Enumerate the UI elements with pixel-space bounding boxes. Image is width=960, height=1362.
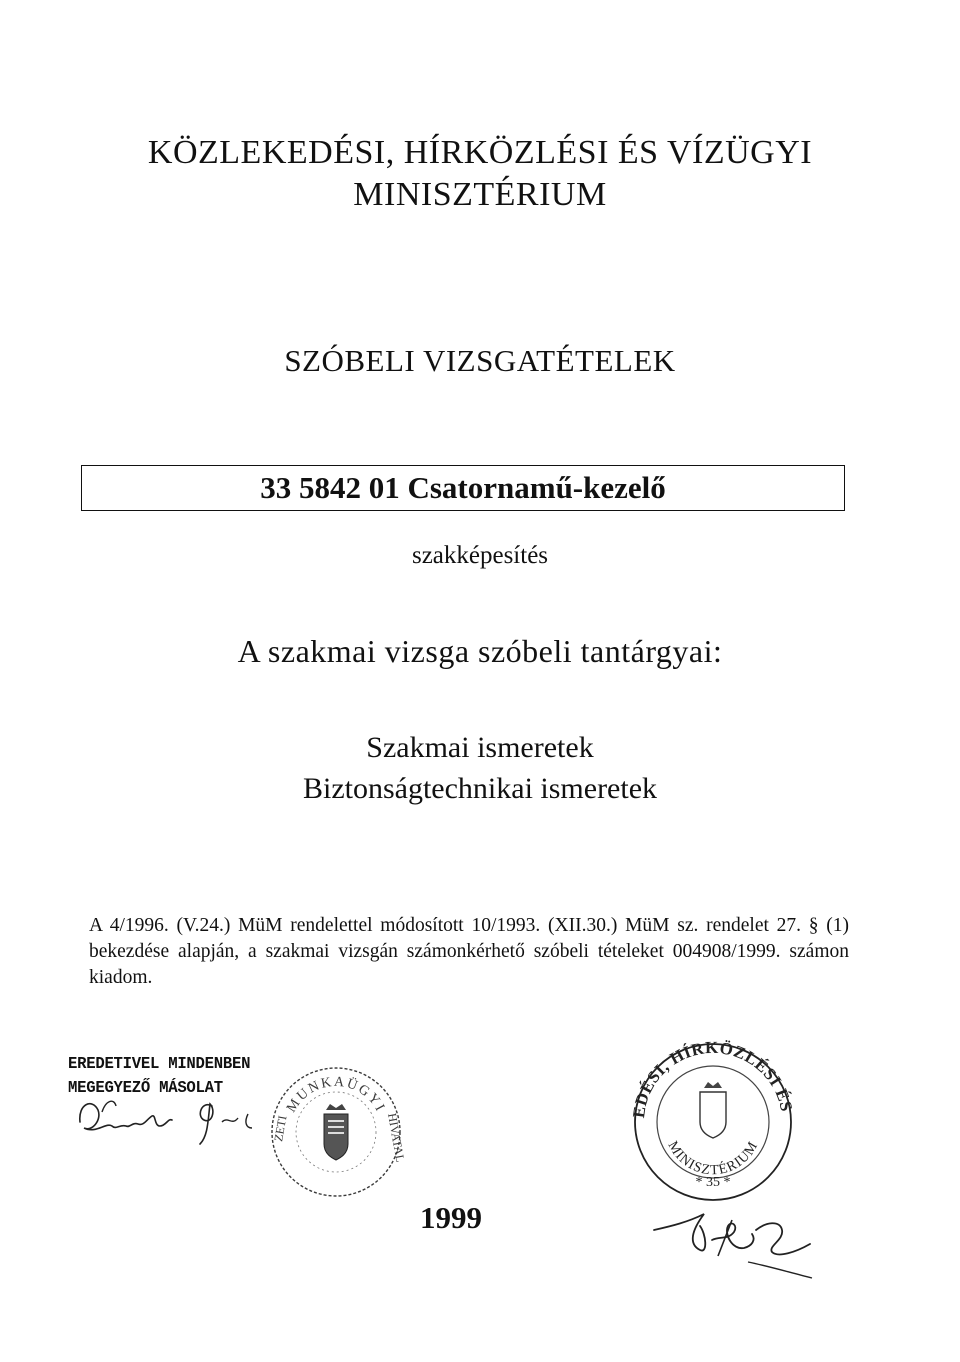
coat-of-arms-icon xyxy=(700,1082,726,1138)
stamp-right xyxy=(621,1025,798,1205)
svg-text:KÖZLEKEDÉSI, HÍRKÖZLÉSI ÉS VÍZ xyxy=(621,1025,797,1119)
ministry-title-line1: KÖZLEKEDÉSI, HÍRKÖZLÉSI ÉS VÍZÜGYI xyxy=(147,134,813,171)
ministry-title xyxy=(0,132,960,216)
year: 1999 xyxy=(420,1200,482,1235)
stamp-left-arc-text: MUNKAÜGYI xyxy=(284,1074,388,1116)
coat-of-arms-icon xyxy=(324,1104,348,1160)
stamp-left xyxy=(268,1064,408,1200)
stamp-right-inner-text: MINISZTÉRIUM xyxy=(664,1138,762,1179)
qualification-code-name: 33 5842 01 Csatornamű-kezelő xyxy=(260,470,666,505)
certification-line2: MEGEGYEZŐ MÁSOLAT xyxy=(68,1079,223,1098)
decree-paragraph: A 4/1996. (V.24.) MüM rendelettel módosított 10/1993. (XII.30.) MüM sz. rendelet 27. § (1) bekezdése alapján, a szakmai vizsgán számonkérhető szóbeli tételeket 004908/1999. számon kiadom. xyxy=(89,915,849,988)
svg-text:MINISZTÉRIUM xyxy=(665,1139,762,1179)
stamp-right-number: * 35 * xyxy=(695,1175,731,1190)
stamp-right-arc-text: KÖZLEKEDÉSI, HÍRKÖZLÉSI ÉS VÍZÜGYI xyxy=(621,1025,797,1120)
certification-line1: EREDETIVEL MINDENBEN xyxy=(68,1055,251,1074)
stamp-left-side-text: ZETI xyxy=(271,1114,290,1143)
signature-left xyxy=(72,1092,272,1152)
qualification-box xyxy=(81,465,845,511)
exam-title: SZÓBELI VIZSGATÉTELEK xyxy=(284,343,676,378)
ministry-title-line2: MINISZTÉRIUM xyxy=(353,176,607,213)
subject-item: Biztonságtechnikai ismeretek xyxy=(302,772,658,805)
qualification-label: szakképesítés xyxy=(411,542,549,569)
signature-right xyxy=(648,1200,818,1282)
stamp-left-side-text: HIVATAL xyxy=(385,1112,408,1164)
subject-item: Szakmai ismeretek xyxy=(366,731,594,764)
subjects-heading: A szakmai vizsga szóbeli tantárgyai: xyxy=(237,633,723,669)
